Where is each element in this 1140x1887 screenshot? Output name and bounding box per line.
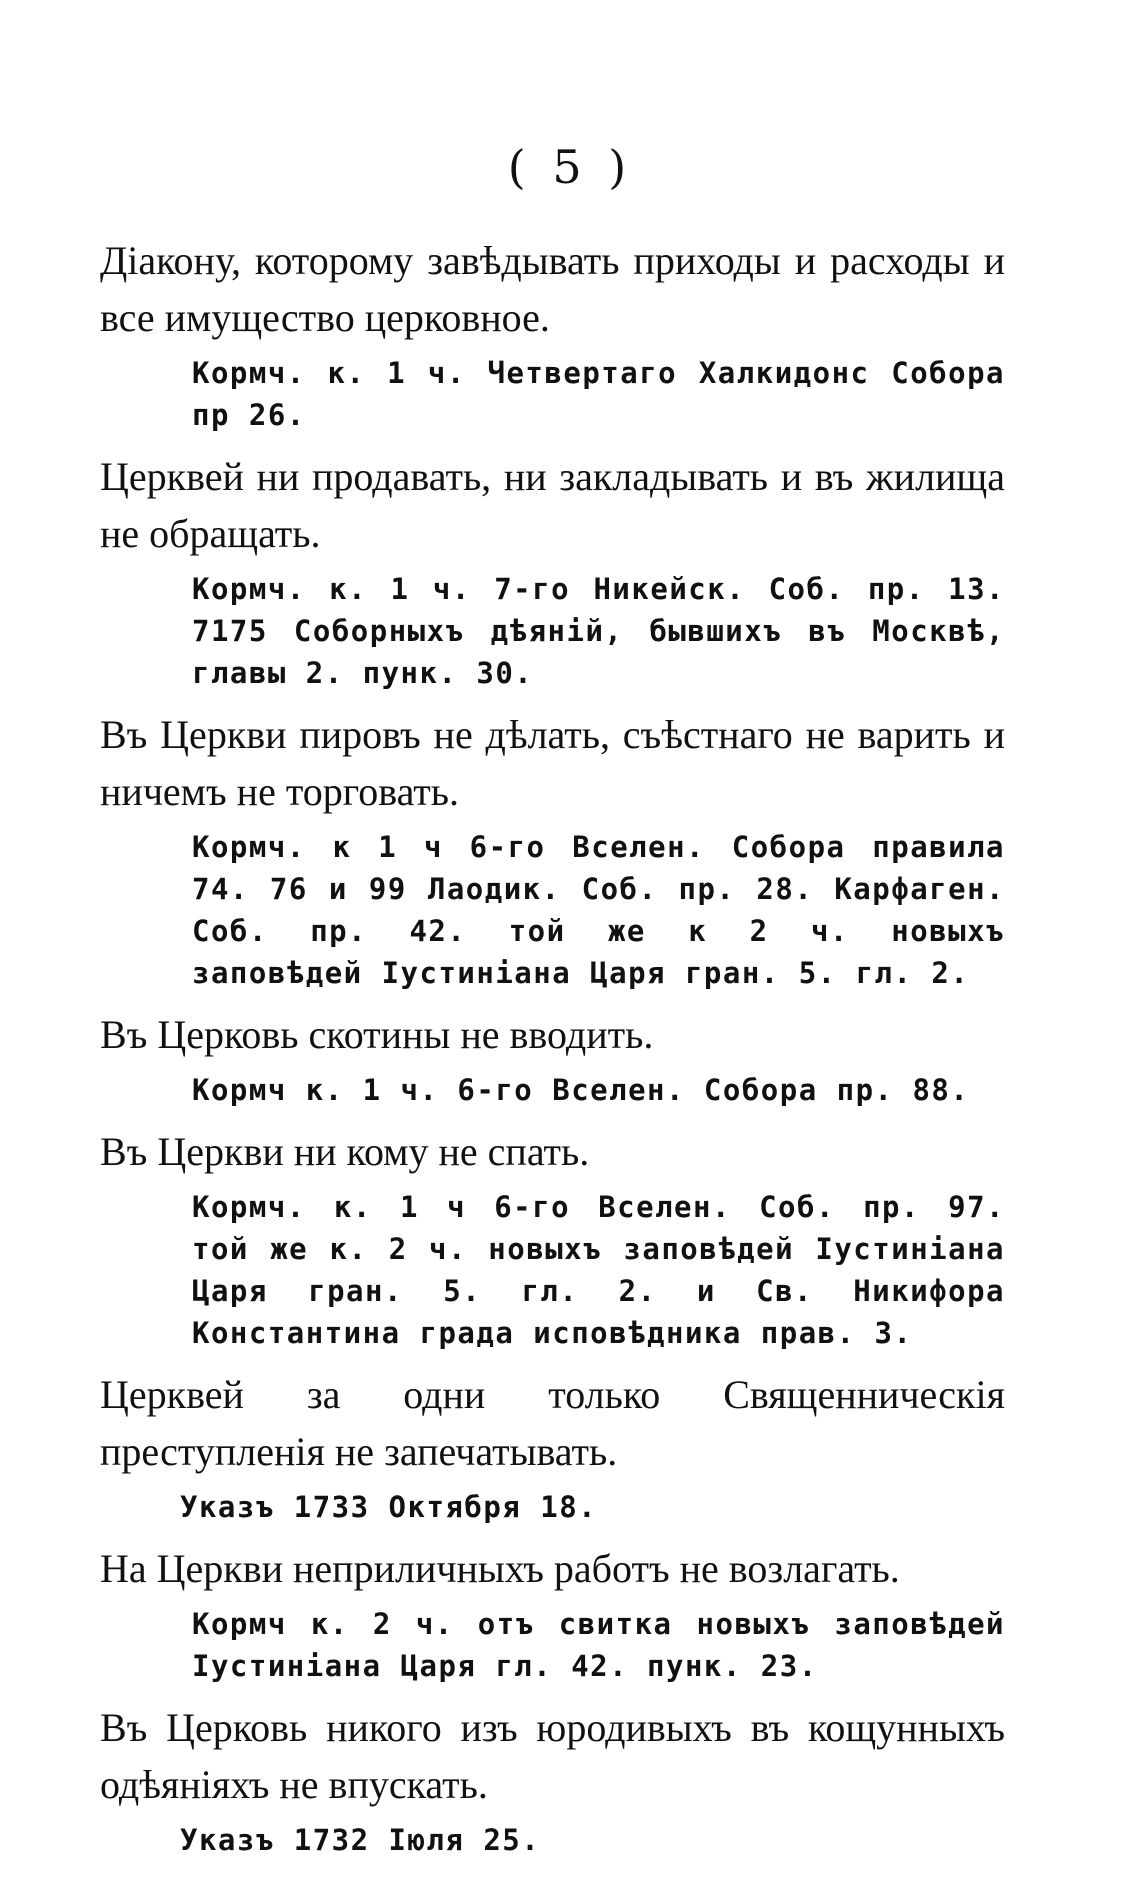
rule-text: Въ Церкви пировъ не дѣлать, съѣстнаго не варить и ничемъ не торговать. <box>100 712 1005 814</box>
reference-text: Указъ 1732 Іюля 25. <box>180 1823 541 1857</box>
rule-text: На Церкви неприличныхъ работъ не возлагать. <box>100 1546 900 1591</box>
entry <box>100 1540 1005 1687</box>
entry <box>100 448 1005 694</box>
reference-text: Кормч. к. 1 ч. Четвертаго Халкидонс Собора пр 26. <box>192 356 1005 432</box>
reference-text: Кормч. к 1 ч 6-го Вселен. Собора правила 74. 76 и 99 Лаодик. Соб. пр. 28. Карфаген. Соб. пр. 42. той же к 2 ч. новыхъ заповѣдей Іустиніана Царя гран. 5. гл. 2. <box>192 830 1005 990</box>
reference-text: Кормч. к. 1 ч. 7-го Никейск. Соб. пр. 13. 7175 Соборныхъ дѣяній, бывшихъ въ Москвѣ, главы 2. пунк. 30. <box>192 572 1005 690</box>
rule-text: Въ Церковь никого изъ юродивыхъ въ кощунныхъ одѣяніяхъ не впускать. <box>100 1705 1005 1807</box>
entry <box>100 1006 1005 1111</box>
page-body <box>100 232 1005 1873</box>
reference-text: Кормч к. 1 ч. 6-го Вселен. Собора пр. 88. <box>192 1073 970 1107</box>
rule-text: Діакону, которому завѣдывать приходы и расходы и все имущество церковное. <box>100 238 1005 340</box>
reference-text: Кормч к. 2 ч. отъ свитка новыхъ заповѣдей Іустиніана Царя гл. 42. пунк. 23. <box>192 1607 1005 1683</box>
rule-text: Церквей ни продавать, ни закладывать и въ жилища не обращать. <box>100 454 1005 556</box>
rule-text: Церквей за одни только Священническія преступленія не запечатывать. <box>100 1372 1005 1474</box>
rule-text: Въ Церковь скотины не вводить. <box>100 1012 654 1057</box>
entry <box>100 232 1005 436</box>
entry <box>100 1366 1005 1528</box>
rule-text: Въ Церкви ни кому не спать. <box>100 1129 590 1174</box>
entry <box>100 1699 1005 1861</box>
reference-text: Указъ 1733 Октября 18. <box>180 1490 598 1524</box>
entry <box>100 706 1005 994</box>
page-number: ( 5 ) <box>507 140 633 194</box>
entry <box>100 1123 1005 1354</box>
reference-text: Кормч. к. 1 ч 6-го Вселен. Соб. пр. 97. той же к. 2 ч. новыхъ заповѣдей Іустиніана Царя гран. 5. гл. 2. и Св. Никифора Константина града исповѣдника прав. 3. <box>192 1190 1005 1350</box>
